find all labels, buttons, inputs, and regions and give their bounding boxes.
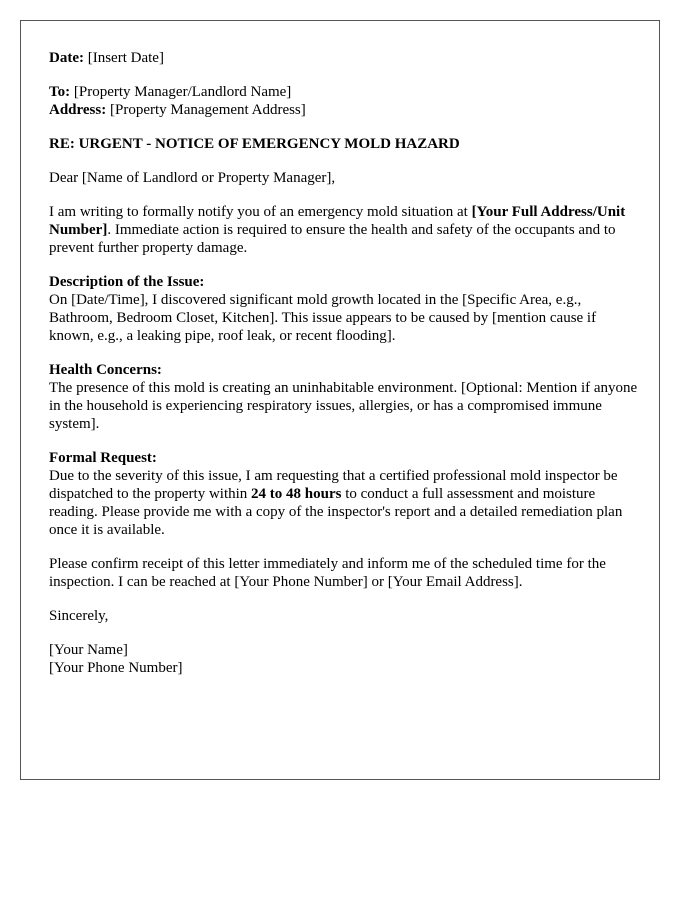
salutation: Dear [Name of Landlord or Property Manager], — [49, 170, 336, 186]
date-line — [49, 49, 639, 67]
subject-line — [49, 135, 639, 153]
health-section — [49, 361, 639, 433]
intro-paragraph — [49, 203, 639, 257]
request-text-before: Due to the severity of this issue, I am requesting that a certified professional mold inspector be dispatched to the property within — [49, 468, 618, 502]
signature-phone: [Your Phone Number] — [49, 660, 183, 676]
address-label: Address: — [49, 102, 107, 118]
letter-page — [20, 20, 660, 780]
closing: Sincerely, — [49, 608, 109, 624]
confirmation-paragraph: Please confirm receipt of this letter immediately and inform me of the scheduled time for the inspection. I can be reached at [Your Phone Number] or [Your Email Address]. — [49, 556, 606, 590]
request-section — [49, 449, 639, 539]
address-line — [49, 101, 639, 119]
request-bold-timeframe: 24 to 48 hours — [251, 486, 342, 502]
signature-block — [49, 641, 639, 677]
description-body: On [Date/Time], I discovered significant mold growth located in the [Specific Area, e.g., Bathroom, Bedroom Closet, Kitchen]. This issue appears to be caused by [mention cause if known, e.g., a leaking pipe, roof leak, or recent flooding]. — [49, 292, 597, 344]
subject-text: RE: URGENT - NOTICE OF EMERGENCY MOLD HAZARD — [49, 136, 460, 152]
recipient-block — [49, 83, 639, 119]
request-text-after: to conduct a full assessment and moisture reading. Please provide me with a copy of the inspector's report and a detailed remediation plan once it is available. — [49, 486, 623, 538]
intro-bold-address: [Your Full Address/Unit Number] — [49, 204, 626, 238]
intro-text-before: I am writing to formally notify you of an emergency mold situation at — [49, 204, 472, 220]
description-heading: Description of the Issue: — [49, 274, 205, 290]
signature-name: [Your Name] — [49, 642, 128, 658]
date-label: Date: — [49, 50, 84, 66]
health-heading: Health Concerns: — [49, 362, 162, 378]
intro-text-after: . Immediate action is required to ensure the health and safety of the occupants and to prevent further property damage. — [49, 222, 616, 256]
to-value: [Property Manager/Landlord Name] — [70, 84, 292, 100]
address-value: [Property Management Address] — [106, 102, 306, 118]
health-body: The presence of this mold is creating an uninhabitable environment. [Optional: Mention if anyone in the household is experiencing respiratory issues, allergies, or has a compromised immune system]. — [49, 380, 638, 432]
date-value: [Insert Date] — [83, 50, 164, 66]
to-line — [49, 83, 639, 101]
to-label: To: — [49, 84, 71, 100]
description-section — [49, 273, 639, 345]
request-heading: Formal Request: — [49, 450, 157, 466]
